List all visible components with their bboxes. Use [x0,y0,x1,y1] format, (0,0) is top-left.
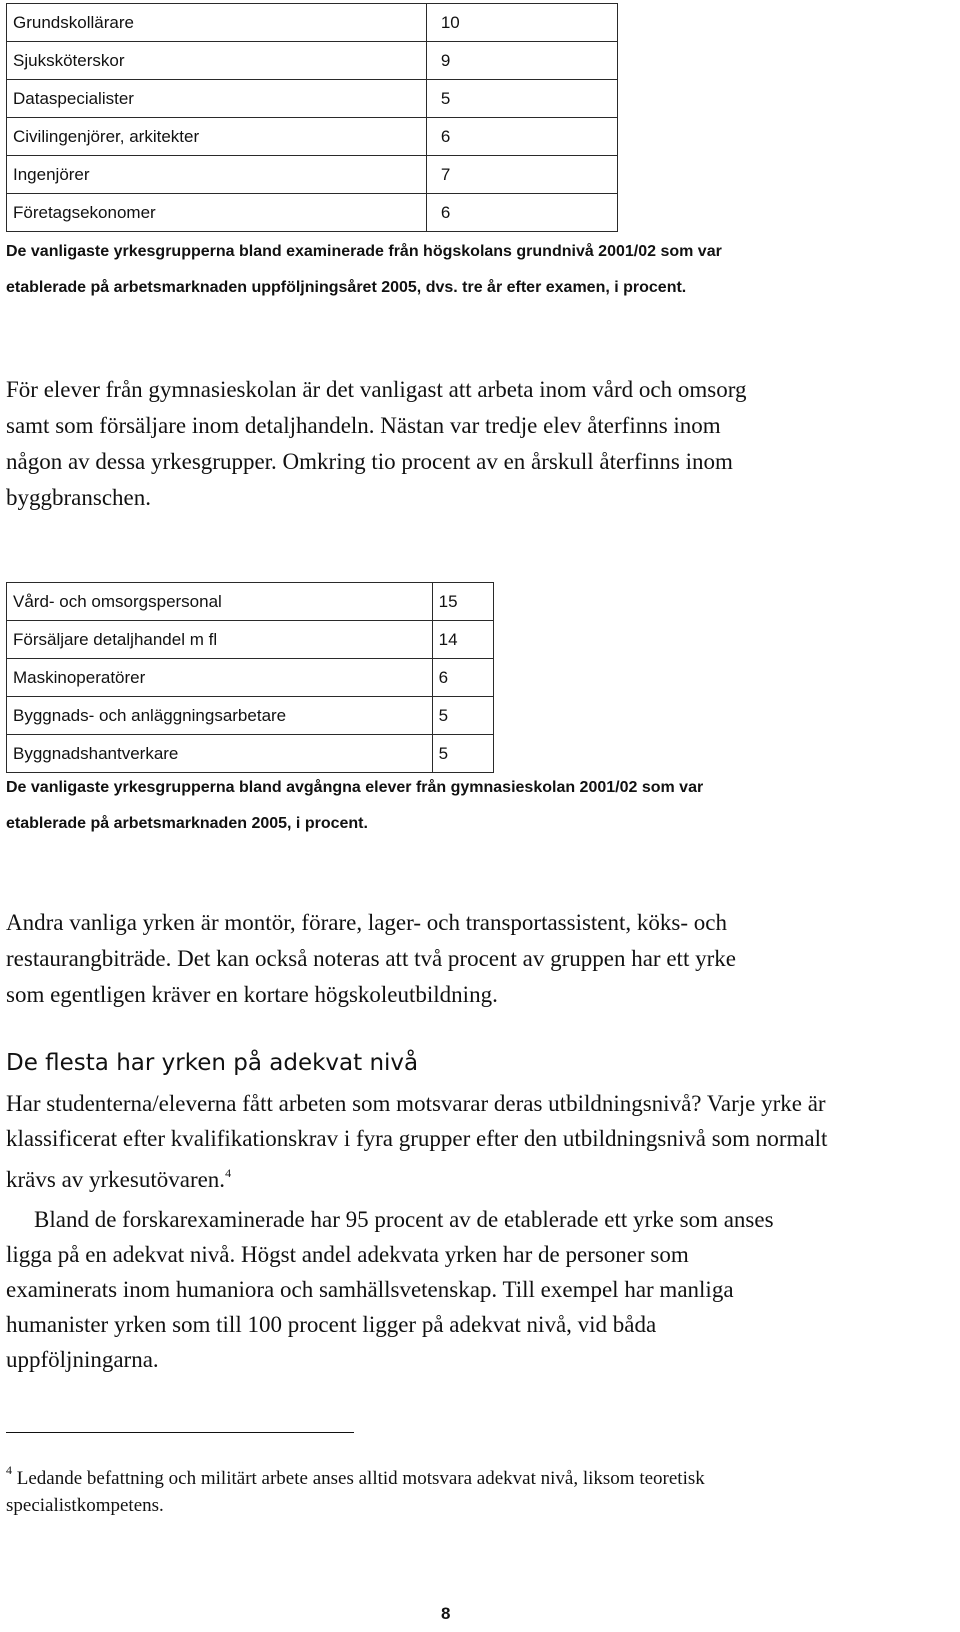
paragraph-line: någon av dessa yrkesgrupper. Omkring tio procent av en årskull återfinns inom [6,449,733,474]
table-cell-value: 5 [426,80,617,118]
paragraph-line: som egentligen kräver en kortare högskoleutbildning. [6,982,498,1007]
table-cell-label: Byggnads- och anläggningsarbetare [7,697,433,735]
paragraph-line: För elever från gymnasieskolan är det vanligast att arbeta inom vård och omsorg [6,377,747,402]
table-row [7,583,494,621]
table-cell-value: 15 [432,583,493,621]
table-cell-value: 6 [426,118,617,156]
table-row [7,697,494,735]
table-cell-value: 10 [426,4,617,42]
paragraph-line: ligga på en adekvat nivå. Högst andel adekvata yrken har de personer som [6,1242,689,1267]
footnote-text: Ledande befattning och militärt arbete anses alltid motsvara adekvat nivå, liksom teoretisk [16,1468,705,1489]
table-cell-label: Sjuksköterskor [7,42,427,80]
table-row [7,118,618,156]
table-cell-value: 9 [426,42,617,80]
paragraph-line: examinerats inom humaniora och samhällsvetenskap. Till exempel har manliga [6,1277,734,1302]
table-row [7,4,618,42]
table-row [7,735,494,773]
table-row [7,621,494,659]
table-cell-label: Grundskollärare [7,4,427,42]
page-number: 8 [441,1604,451,1623]
table-cell-label: Civilingenjörer, arkitekter [7,118,427,156]
footnote-number: 4 [6,1463,12,1477]
paragraph-line: Har studenterna/eleverna fått arbeten som motsvarar deras utbildningsnivå? Varje yrke är [6,1091,826,1116]
table-cell-value: 14 [432,621,493,659]
paragraph-line: Bland de forskarexaminerade har 95 procent av de etablerade ett yrke som anses [34,1207,774,1232]
table-row [7,80,618,118]
table-cell-value: 5 [432,697,493,735]
table-cell-value: 6 [426,194,617,232]
occupation-table-university [6,3,618,232]
table-cell-value: 5 [432,735,493,773]
table-row [7,659,494,697]
paragraph-line: samt som försäljare inom detaljhandeln. Nästan var tredje elev återfinns inom [6,413,721,438]
paragraph-text: krävs av yrkesutövaren. [6,1167,226,1192]
paragraph-line [6,1156,231,1197]
table-row [7,156,618,194]
table-cell-label: Dataspecialister [7,80,427,118]
paragraph-line: uppföljningarna. [6,1347,159,1372]
paragraph-line: humanister yrken som till 100 procent ligger på adekvat nivå, vid båda [6,1312,657,1337]
footnote-ref: 4 [225,1166,232,1180]
paragraph-line: byggbranschen. [6,485,151,510]
table-cell-label: Försäljare detaljhandel m fl [7,621,433,659]
table-cell-label: Maskinoperatörer [7,659,433,697]
paragraph-line: Andra vanliga yrken är montör, förare, lager- och transportassistent, köks- och [6,910,727,935]
paragraph-line: klassificerat efter kvalifikationskrav i fyra grupper efter den utbildningsnivå som normalt [6,1126,828,1151]
table-cell-value: 7 [426,156,617,194]
section-heading: De flesta har yrken på adekvat nivå [6,1050,419,1076]
table-row [7,194,618,232]
table-cell-label: Byggnadshantverkare [7,735,433,773]
table-cell-label: Ingenjörer [7,156,427,194]
table-cell-label: Vård- och omsorgspersonal [7,583,433,621]
table-row [7,42,618,80]
table-caption-line: etablerade på arbetsmarknaden 2005, i procent. [6,815,368,832]
table-cell-value: 6 [432,659,493,697]
table-caption-line: De vanligaste yrkesgrupperna bland avgångna elever från gymnasieskolan 2001/02 som var [6,779,704,796]
table-caption-line: De vanligaste yrkesgrupperna bland examinerade från högskolans grundnivå 2001/02 som var [6,243,722,260]
paragraph-line: restaurangbiträde. Det kan också noteras att två procent av gruppen har ett yrke [6,946,736,971]
table-cell-label: Företagsekonomer [7,194,427,232]
table-caption-line: etablerade på arbetsmarknaden uppföljningsåret 2005, dvs. tre år efter examen, i procent. [6,279,687,296]
footnote-separator [6,1432,354,1433]
occupation-table-upper-secondary [6,582,494,773]
footnote-line: specialistkompetens. [6,1495,164,1516]
